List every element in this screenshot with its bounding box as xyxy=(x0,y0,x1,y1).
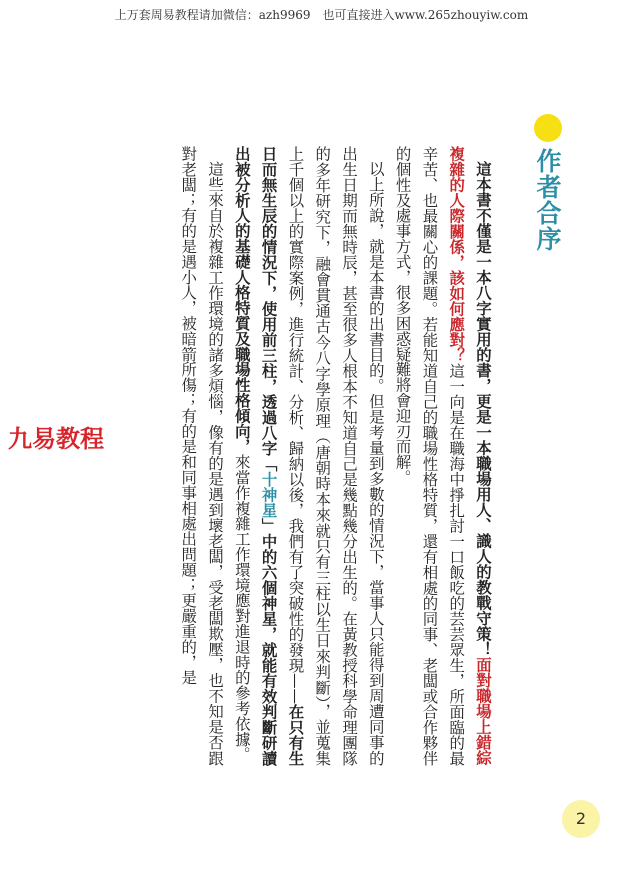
header-note: 上万套周易教程请加微信：azh9969 也可直接进入www.265zhouyiw.com xyxy=(114,8,529,22)
bold-finding-end: 」中的六個神星，就能有效判斷研讀出被分析人的基礎人格特質及職場性格傾向， xyxy=(232,146,278,766)
section-heading: 作者合序 xyxy=(533,148,562,252)
paragraph-3: 這些來自於複雜工作環境的諸多煩惱，像有的是遇到壞老闆，受老闆欺壓，也不知是否跟對老闆；有的是遇小人，被暗箭所傷；有的是和同事相處出問題；更嚴重的，是 xyxy=(179,146,225,766)
red-emphasis-text: 面對職場上錯綜複雜的人際關係，該如何應對？ xyxy=(447,146,492,766)
paragraph-2-end: 來當作複雜工作環境應對進退時的參考依據。 xyxy=(232,454,251,762)
body-text xyxy=(96,146,496,766)
paragraph-2 xyxy=(228,146,389,766)
page-number: 2 xyxy=(562,800,600,838)
ten-gods-highlight: 十神星 xyxy=(259,471,278,519)
heading-bullet-icon xyxy=(534,114,562,142)
bold-finding-start: 在只有生日而無生辰的情況下，使用前三柱，透過八字「 xyxy=(259,146,305,766)
paragraph-1 xyxy=(389,146,496,766)
paragraph-2-text: 以上所說，就是本書的出書目的。但是考量到多數的情況下，當事人只能得到周遭同事的出生日期而無時辰，甚至很多人根本不知道自己是幾點幾分出生的。在黃教授科學命理團隊的多年研究下，融會貫通古今八字學原理（唐朝時本來就只有三柱以生日來判斷），並蒐集上千個以上的實際案例，進行統計、分析、歸納以後，我們有了突破性的發現—— xyxy=(286,146,385,766)
paragraph-1-rest: 這一向是在職海中掙扎討一口飯吃的芸芸眾生，所面臨的最辛苦、也最關心的課題。若能知道自己的職場性格特質，還有相處的同事、老闆或合作夥伴的個性及處事方式，很多困惑疑難將會迎刃而解。 xyxy=(393,146,466,766)
watermark-logo: 九易教程 xyxy=(6,419,106,454)
intro-text: 這本書不僅是一本八字實用的書，更是一本職場用人、識人的教戰守策！ xyxy=(474,161,492,658)
